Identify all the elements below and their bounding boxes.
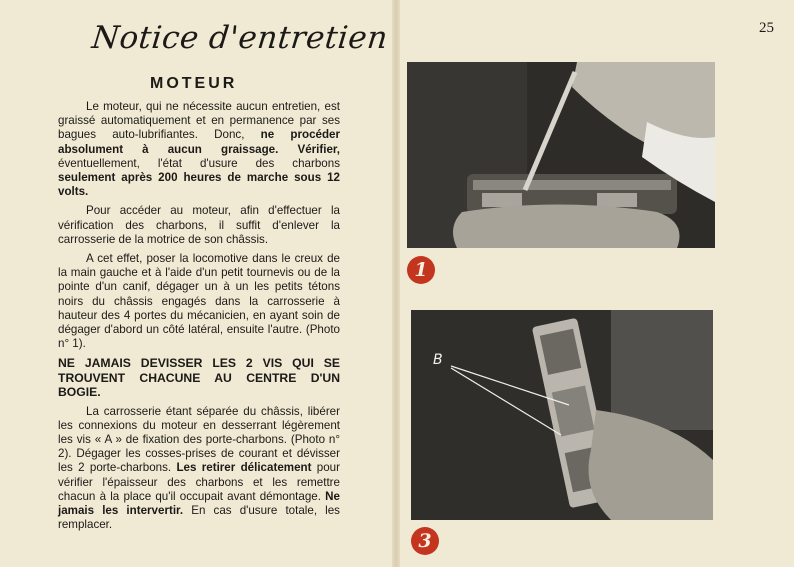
page-number: 25 (759, 20, 774, 36)
paragraph-1: Le moteur, qui ne nécessite aucun entretien, est graissé automatiquement et en permanence par ses bagues auto-lubrifiantes. Donc, ne procéder absolument à aucun graissage. Vérifier, éventuellement, l'état d'usure des charbons seulement après 200 heures de marche sous 12 volts. (58, 100, 341, 199)
paragraph-2: Pour accéder au moteur, afin d'effectuer la vérification des charbons, il suffit d'enlever la carrosserie de la motrice de son châssis. (58, 204, 340, 246)
photo-3-illustration (411, 310, 713, 520)
body-text (58, 100, 340, 538)
photo-chassis-label-b (411, 310, 713, 520)
photo-3-number-badge: 3 (411, 527, 439, 555)
warning-text: NE JAMAIS DEVISSER LES 2 VIS QUI SE TROUVENT CHACUNE AU CENTRE D'UN BOGIE. (58, 356, 340, 400)
label-b: B (433, 352, 443, 368)
photo-1-number-badge: 1 (407, 256, 435, 284)
page-title: Notice d'entretien (90, 20, 390, 56)
section-heading: MOTEUR (150, 75, 238, 92)
photo-1-illustration (407, 62, 715, 248)
paragraph-3: A cet effet, poser la locomotive dans le creux de la main gauche et à l'aide d'un petit tournevis ou de la pointe d'un canif, dégager un à un les petits tétons noirs du châssis engagés dans la carrosserie à hauteur des 4 portes du mécanicien, en ayant soin de dégager d'abord un côté latéral, ensuite l'autre. (Photo n° 1). (58, 252, 340, 351)
page-gutter (392, 0, 400, 567)
paragraph-5: La carrosserie étant séparée du châssis, libérer les connexions du moteur en desserrant légèrement les vis « A » de fixation des porte-charbons. (Photo n° 2). Dégager les cosses-prises de courant et dévisser les 2 porte-charbons. Les retirer délicatement pour vérifier l'épaisseur des charbons et les remettre chacun à la place qu'il occupait avant démontage. Ne jamais les intervertir. En cas d'usure totale, les remplacer. (58, 404, 340, 532)
photo-locomotive-disassembly (407, 62, 715, 248)
